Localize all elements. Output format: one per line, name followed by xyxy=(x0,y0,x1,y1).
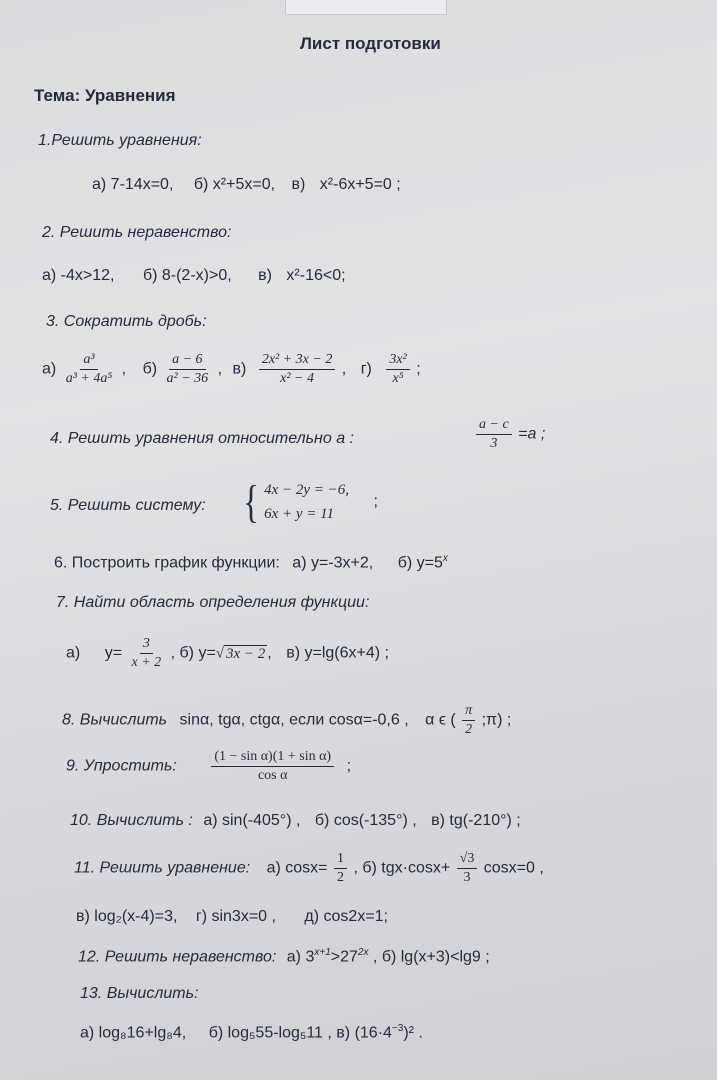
task-7-b-root: 3x − 2 xyxy=(226,645,266,662)
task-3-c-fraction xyxy=(259,352,336,387)
task-11-c: в) log₂(x-4)=3, xyxy=(76,908,178,925)
task-13-a: а) log₈16+lg₈4, xyxy=(80,1024,187,1042)
task-9-fraction xyxy=(211,749,334,784)
task-7-items xyxy=(66,636,389,671)
fraction-denominator: a² − 36 xyxy=(166,371,209,386)
task-11-b: , б) tgx·cosx+ xyxy=(353,859,451,877)
fraction-denominator: 3 xyxy=(463,870,471,885)
task-11-heading: 11. Решить уравнение: xyxy=(74,859,251,877)
task-8-line xyxy=(62,703,511,738)
task-10-heading: 10. Вычислить : xyxy=(70,812,193,829)
fraction-numerator: π xyxy=(462,703,475,721)
task-13-c: , в) (16·4 xyxy=(327,1024,392,1042)
task-13-c-end: )² . xyxy=(403,1024,423,1042)
task-7-a-lhs: y= xyxy=(104,644,123,662)
fraction-numerator: (1 − sin α)(1 + sin α) xyxy=(211,749,334,767)
fraction-numerator: a − 6 xyxy=(169,352,205,370)
task-6-b: б) y=5 xyxy=(397,554,443,572)
task-11-a: а) cosx= xyxy=(266,859,328,877)
topic-heading: Тема: Уравнения xyxy=(34,86,176,105)
task-10-b: б) cos(-135°) , xyxy=(314,812,417,829)
fraction-numerator: 3x² xyxy=(386,352,409,370)
task-12-b: , б) lg(x+3)<lg9 ; xyxy=(372,948,490,966)
task-8-fraction xyxy=(462,703,475,738)
fraction-numerator: 2x² + 3x − 2 xyxy=(259,352,336,370)
task-12-a-mid: >27 xyxy=(330,948,358,966)
task-6-line xyxy=(54,553,448,572)
separator: , xyxy=(121,360,127,378)
separator: , xyxy=(217,360,223,378)
task-12-a-exponent-2: 2x xyxy=(357,947,369,958)
task-10-c: в) tg(-210°) ; xyxy=(431,812,521,829)
task-3-items xyxy=(42,352,421,387)
task-7-a-fraction xyxy=(128,636,164,671)
separator: , xyxy=(267,644,272,662)
task-3-a-label: а) xyxy=(42,360,57,378)
task-1-c: x²-6x+5=0 ; xyxy=(319,176,401,193)
page-title: Лист подготовки xyxy=(300,34,441,53)
task-12-a: а) 3 xyxy=(286,948,315,966)
task-8-text: sinα, tgα, ctgα, если cosα=-0,6 , xyxy=(179,711,409,729)
task-4-heading: 4. Решить уравнения относительно a : xyxy=(50,430,354,447)
fraction-denominator: x⁵ xyxy=(392,371,404,386)
end-mark: ; xyxy=(416,360,421,378)
fraction-denominator: x² − 4 xyxy=(280,371,314,386)
task-7-a-label: а) xyxy=(66,644,81,662)
task-2-c: x²-16<0; xyxy=(286,267,346,284)
task-4-rhs: =a ; xyxy=(518,425,546,443)
tape-strip xyxy=(285,0,447,15)
task-6-b-exponent: x xyxy=(442,553,448,564)
task-8-heading: 8. Вычислить xyxy=(62,711,168,729)
task-7-b: , б) y= xyxy=(170,644,216,662)
system-rows xyxy=(264,478,349,526)
task-1-heading: 1.Решить уравнения: xyxy=(38,132,202,149)
fraction-denominator: a³ + 4a⁵ xyxy=(65,371,113,386)
task-9-line xyxy=(66,749,351,784)
task-7-heading: 7. Найти область определения функции: xyxy=(56,594,370,611)
task-2-b: б) 8-(2-x)>0, xyxy=(142,267,232,284)
equation-system xyxy=(240,478,349,526)
task-6-a: а) y=-3x+2, xyxy=(292,554,374,572)
fraction-denominator: x + 2 xyxy=(131,655,162,670)
task-1-c-label: в) xyxy=(291,176,306,193)
task-10-a: а) sin(-405°) , xyxy=(203,812,301,829)
task-1-b: б) x²+5x=0, xyxy=(193,176,276,193)
task-9-heading: 9. Упростить: xyxy=(66,757,177,775)
fraction-numerator: 3 xyxy=(140,636,153,654)
task-8-tail: ;π) ; xyxy=(481,711,512,729)
task-5-heading: 5. Решить систему: xyxy=(50,497,206,514)
fraction-denominator: 2 xyxy=(336,870,344,885)
fraction-numerator: √3 xyxy=(457,851,478,869)
system-brace: { xyxy=(243,476,259,527)
fraction-numerator: a³ xyxy=(80,352,97,370)
task-3-d-label: г) xyxy=(360,360,372,378)
task-4-equation xyxy=(474,417,545,452)
fraction-denominator: 3 xyxy=(490,436,498,451)
task-1-a: а) 7-14x=0, xyxy=(92,176,174,193)
fraction-numerator: a − c xyxy=(476,417,512,435)
task-11-b-end: cosx=0 , xyxy=(483,859,544,877)
task-5-system xyxy=(240,478,378,526)
task-2-items xyxy=(42,267,346,285)
task-11-b-fraction xyxy=(457,851,478,886)
end-mark: ; xyxy=(373,493,378,511)
system-equation-2: 6x + y = 11 xyxy=(264,506,335,522)
fraction-denominator: 2 xyxy=(465,722,473,737)
task-12-a-exponent: x+1 xyxy=(314,947,331,958)
task-13-b: б) log₅55-log₅11 xyxy=(208,1024,323,1042)
fraction-numerator: 1 xyxy=(334,851,347,869)
task-3-c-label: в) xyxy=(232,360,247,378)
task-3-a-fraction xyxy=(63,352,116,387)
task-11-d: г) sin3x=0 , xyxy=(195,908,276,925)
task-2-heading: 2. Решить неравенство: xyxy=(42,224,232,241)
task-2-a: а) -4x>12, xyxy=(42,267,115,284)
task-13-c-exponent: −3 xyxy=(391,1023,404,1034)
fraction-denominator: cos α xyxy=(257,768,288,783)
task-3-heading: 3. Сократить дробь: xyxy=(46,313,207,330)
task-13-items xyxy=(80,1023,423,1042)
sqrt-sign: √ xyxy=(215,645,225,662)
task-11-a-fraction xyxy=(334,851,347,886)
task-10-line xyxy=(70,812,521,830)
task-3-b-fraction xyxy=(164,352,212,387)
task-2-c-label: в) xyxy=(258,267,272,284)
task-11-line-2 xyxy=(76,908,388,926)
task-7-c: в) y=lg(6x+4) ; xyxy=(286,644,389,662)
end-mark: ; xyxy=(346,757,352,775)
task-1-items xyxy=(92,176,401,194)
task-11-e: д) cos2x=1; xyxy=(304,908,388,925)
separator: , xyxy=(341,360,347,378)
system-equation-1: 4x − 2y = −6, xyxy=(264,482,350,498)
task-6-heading: 6. Построить график функции: xyxy=(54,554,280,572)
task-13-heading: 13. Вычислить: xyxy=(80,985,199,1002)
task-4-fraction xyxy=(476,417,512,452)
task-8-alpha: α ϵ ( xyxy=(425,711,456,729)
task-11-line xyxy=(74,851,544,886)
task-3-b-label: б) xyxy=(142,360,158,378)
task-12-line xyxy=(78,947,490,966)
task-12-heading: 12. Решить неравенство: xyxy=(78,948,277,966)
task-3-d-fraction xyxy=(386,352,409,387)
